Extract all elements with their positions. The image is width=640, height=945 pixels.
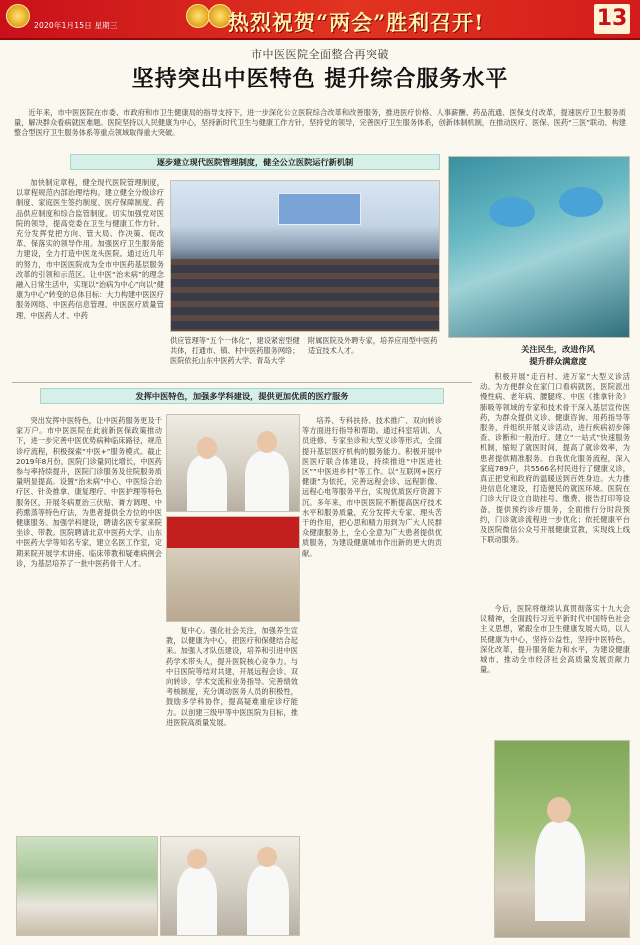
rural-clinic-photo — [494, 740, 630, 938]
article-subtitle: 市中医医院全面整合再突破 — [251, 48, 389, 61]
feature-caption-text: 关注民生，改进作风 提升群众满意度 — [521, 344, 595, 366]
section2-col1: 突出发挥中医特色，让中医药服务更及千家万户。市中医医院在此前新医保政策推动下，进一步完善中医优势病种临床路径，规范诊疗流程，积极探索“中医+”服务模式。截止2019年8月份，医院门诊量同比增长，中医药参与率持续提升，医院门诊服务及住院服务质量明显提高。设置“治未病”中心、中医综合治疗区、针灸推拿、康复理疗、中医护理等特色服务区，开展冬病夏治三伏贴、膏方调理、中药熏蒸等特色疗法，为患者提供全方位的中医健康服务。加强学科建设，聘请名医专家来院坐诊、带教。医院聘请北京中医药大学、山东中医药大学等知名专家，建立名医工作室，定期来院开展学术讲座、临床带教和疑难病例会诊，为基层培养了一批中医药骨干人才。 — [16, 416, 162, 568]
divider — [12, 382, 472, 383]
meeting-photo — [170, 180, 440, 332]
section2-col2: 复中心。强化社会关注，加强养生宣教，以健康为中心，把医疗和保健结合起来。加强人才队伍建设，培养和引进中医药学术带头人，提升医院核心竞争力。与中日医院等结对共建，开展远程会诊、双向转诊、学术交流和业务指导。完善绩效考核制度，充分调动医务人员的积极性，鼓励多学科协作，提高疑难重症诊疗能力。以创建三级甲等中医医院为目标，推进医院高质量发展。 — [166, 626, 298, 727]
section2-heading: 发挥中医特色，加强多学科建设，提供更加优质的医疗服务 — [40, 388, 444, 404]
photo-caption-left: 供应管理等“五个一体化”，建设紧密型健共体，打通市、镇、村中医药服务网络；医院依托山东中医药大学、青岛大学 — [170, 336, 300, 366]
feature-caption — [503, 343, 613, 367]
masthead-banner — [0, 0, 640, 40]
banner-title: 热烈祝贺“两会”胜利召开! — [228, 10, 485, 35]
group-visit-photo — [16, 836, 158, 936]
feature-body: 积极开展“走百村、进万家”大型义诊活动。为方便群众在家门口看病就医，医院派出慢性病、老年病、腰腿疼、中医《推拿针灸》肺吸等领域的专家和技术骨干深入基层宣传医药，为群众提供义诊、健康咨询、用药指导等服务，并组织开展义诊活动，进行疾病初步筛查、诊断和一般治疗。建立“一站式”快速服务机制，缩短了就医时间，提高了就诊效率，为患者提供精准服务。自我优化服务流程，深入家庭789户，共5566名村民进行了健康义诊，真正把党和政府的温暖送到百姓身边。大力推进信息化建设，打造便民的就医环境。医院在门诊大厅设立自助挂号、缴费、报告打印等设备，提供预约诊疗服务，全面推行分时段预约，门诊就诊流程进一步优化；依托健康平台及医院微信公众号开展健康宣教，实现线上线下联动服务。 — [480, 372, 630, 545]
section2-col3: 培养、专科扶持、技术推广、双向转诊等方面进行指导和帮助。通过科室培训、人员进修、专家坐诊和大型义诊等形式，全面提升基层医疗机构的服务能力。积极开展中医医疗联合体建设，持续推进“中医进社区”“中医进乡村”等工作。以“互联网+医疗健康”为依托，完善远程会诊、远程影像、远程心电等服务平台，实现优质医疗资源下沉。多年来，市中医医院不断提高医疗技术水平和服务质量，充分发挥大专家、理头苦干的作用，把心思和精力用到为广大人民群众健康服务上，全心全意为广大患者提供优质服务，为建设健康城市作出新的更大的贡献。 — [302, 416, 442, 558]
ward-care-photo — [160, 836, 300, 936]
issue-date: 2020年1月15日 星期三 — [34, 21, 118, 30]
article-lead: 近年来，市中医医院在市委、市政府和市卫生健康局的指导支持下，进一步深化公立医院综合改革和改善服务，推进医疗价格、人事薪酬、药品流通、医保支付改革，提速医疗卫生服务质量，解决群众看病就医难题。医院坚持以人民健康为中心，坚持新时代卫生与健康工作方针，坚持党的领导，完善医疗卫生服务体系，创新体制机制，在推动医疗、医保、医药“三医”联动、构建整合型医疗卫生服务体系等重点领域取得重大突破。 — [14, 108, 626, 138]
section1-body: 加快制定章程，健全现代医院管理制度，以章程规范内部治理结构。建立健全分级诊疗制度、家庭医生签约制度、医疗保障制度、药品供应制度和综合监管制度。切实加强党对医院的领导，提高党委在卫生与健康工作方针、充分发挥党把方向、管大局、作决策、促改革、保落实的领导作用。加强医疗卫生服务能力建设，全力打造中医龙头医院。通过近几年的努力，市中医医院成为全市中医药基层服务改革的引领和示范区。让中医“治未病”的理念融入日常生活中，实现以“治病为中心”向以“健康为中心”转变的总体目标：大力构建中医医疗服务网络、中医药信息管理、中医医疗质量管理、中医药人才、中药 — [16, 178, 164, 320]
party-emblem-icon — [6, 4, 30, 28]
photo-caption-right: 附属医院及外聘专家，培养应用型中医药适宜技术人才。 — [308, 336, 438, 356]
article-headline: 坚持突出中医特色 提升综合服务水平 — [131, 66, 509, 92]
section2-col4: 今后，医院将继续认真贯彻落实十九大会议精神，全面践行习近平新时代中国特色社会主义思想，紧跟全市卫生健康发展大局，以人民健康为中心，坚持公益性，坚持中医特色，深化改革，提升服务能力和水平，为建设健康城市、推动全市经济社会高质量发展贡献力量。 — [480, 604, 630, 675]
national-emblem-icon — [186, 4, 210, 28]
consultation-photo — [166, 516, 300, 622]
page-number: 13 — [594, 4, 630, 34]
section1-heading: 逐步建立现代医院管理制度，健全公立医院运行新机制 — [70, 154, 440, 170]
surgery-photo — [448, 156, 630, 338]
doctors-photo — [166, 414, 300, 512]
